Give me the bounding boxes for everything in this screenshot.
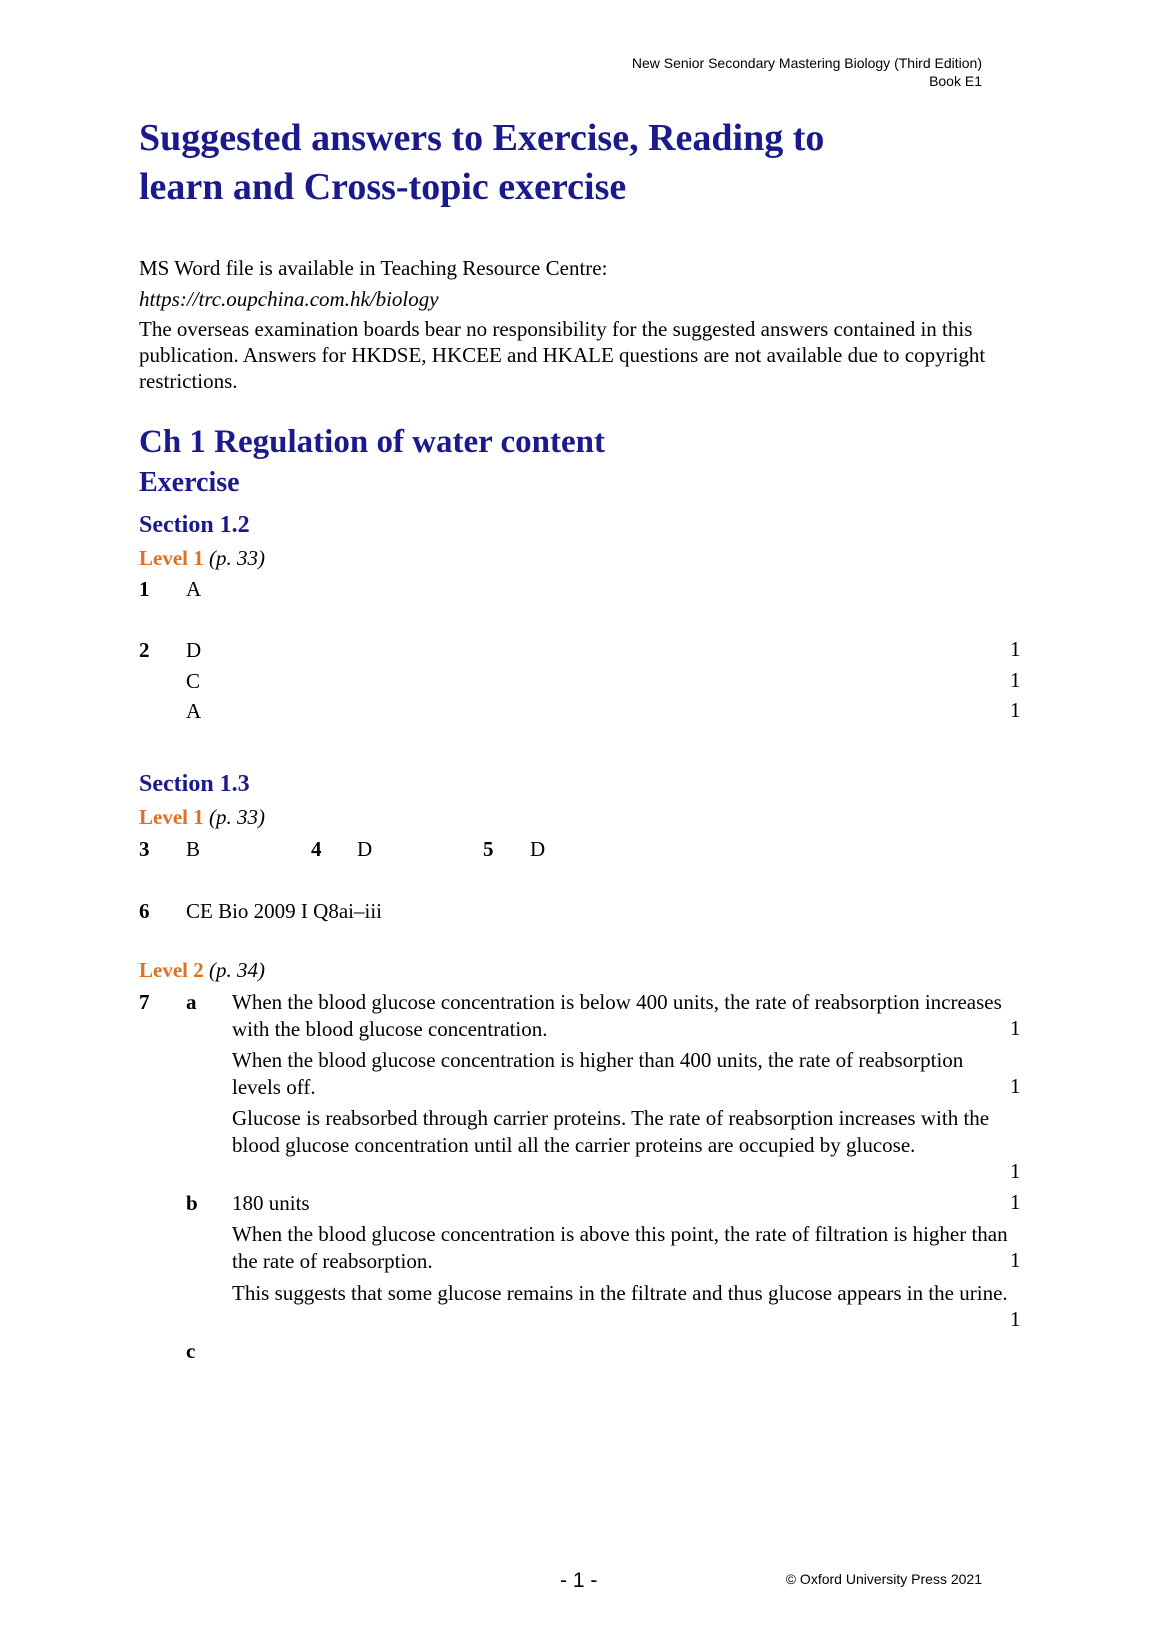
level-label: Level 1 (139, 546, 204, 570)
level-page: (p. 33) (208, 546, 265, 570)
mark: 1 (1010, 1074, 1021, 1098)
part-label: a (186, 990, 197, 1014)
trc-url[interactable]: https://trc.oupchina.com.hk/biology (139, 287, 439, 311)
answer: When the blood glucose concentration is higher than 400 units, the rate of reabsorption levels off. (232, 1048, 964, 1099)
answer: D (530, 837, 546, 861)
question-number: 6 (139, 899, 150, 923)
running-header (632, 54, 982, 90)
section-heading-1-3: Section 1.3 (139, 771, 250, 797)
answer: Glucose is reabsorbed through carrier proteins. The rate of reabsorption increases with the blood glucose concentration until all the carrier proteins are occupied by glucose. (232, 1106, 990, 1157)
question-number: 7 (139, 990, 150, 1014)
copyright: © Oxford University Press 2021 (785, 1571, 982, 1587)
mark: 1 (1010, 637, 1021, 661)
mark: 1 (1010, 668, 1021, 692)
section-heading-1-2: Section 1.2 (139, 512, 250, 538)
question-number: 3 (139, 837, 150, 861)
answer: 180 units (232, 1191, 310, 1215)
level-heading (139, 805, 265, 830)
level-page: (p. 34) (208, 958, 265, 982)
mark: 1 (1010, 698, 1021, 722)
part-label: b (186, 1191, 198, 1215)
level-label: Level 1 (139, 805, 204, 829)
answer: When the blood glucose concentration is below 400 units, the rate of reabsorption increases with the blood glucose concentration. (232, 990, 1002, 1041)
answer: A (186, 699, 202, 723)
mark: 1 (1010, 1248, 1021, 1272)
part-label: c (186, 1339, 196, 1363)
book-title: New Senior Secondary Mastering Biology (Third Edition) (631, 55, 982, 71)
level-heading (139, 958, 265, 983)
answer: A (186, 577, 202, 601)
mark: 1 (1010, 1159, 1021, 1183)
answer: CE Bio 2009 I Q8ai–iii (186, 899, 382, 923)
exercise-heading: Exercise (139, 467, 240, 498)
answer: This suggests that some glucose remains in the filtrate and thus glucose appears in the urine. (232, 1281, 1008, 1305)
disclaimer: The overseas examination boards bear no responsibility for the suggested answers contained in this publication. Answers for HKDSE, HKCEE and HKALE questions are not available due to copyright restrictions. (139, 317, 986, 393)
level-page: (p. 33) (208, 805, 265, 829)
answer: D (186, 638, 202, 662)
answer: D (357, 837, 373, 861)
question-number: 1 (139, 577, 150, 601)
question-number: 4 (311, 837, 322, 861)
mark: 1 (1010, 1190, 1021, 1214)
level-label: Level 2 (139, 958, 204, 982)
page-number: - 1 - (560, 1569, 598, 1592)
mark: 1 (1010, 1307, 1021, 1331)
question-number: 2 (139, 638, 150, 662)
answer: When the blood glucose concentration is above this point, the rate of filtration is higher than the rate of reabsorption. (232, 1222, 1008, 1273)
answer: B (186, 837, 201, 861)
chapter-title: Ch 1 Regulation of water content (139, 424, 605, 460)
mark: 1 (1010, 1016, 1021, 1040)
trc-note: MS Word file is available in Teaching Resource Centre: (139, 256, 608, 280)
question-number: 5 (483, 837, 494, 861)
book-code: Book E1 (929, 73, 982, 89)
answer: C (186, 669, 201, 693)
page-title: Suggested answers to Exercise, Reading to learn and Cross-topic exercise (139, 117, 825, 208)
level-heading (139, 546, 265, 571)
